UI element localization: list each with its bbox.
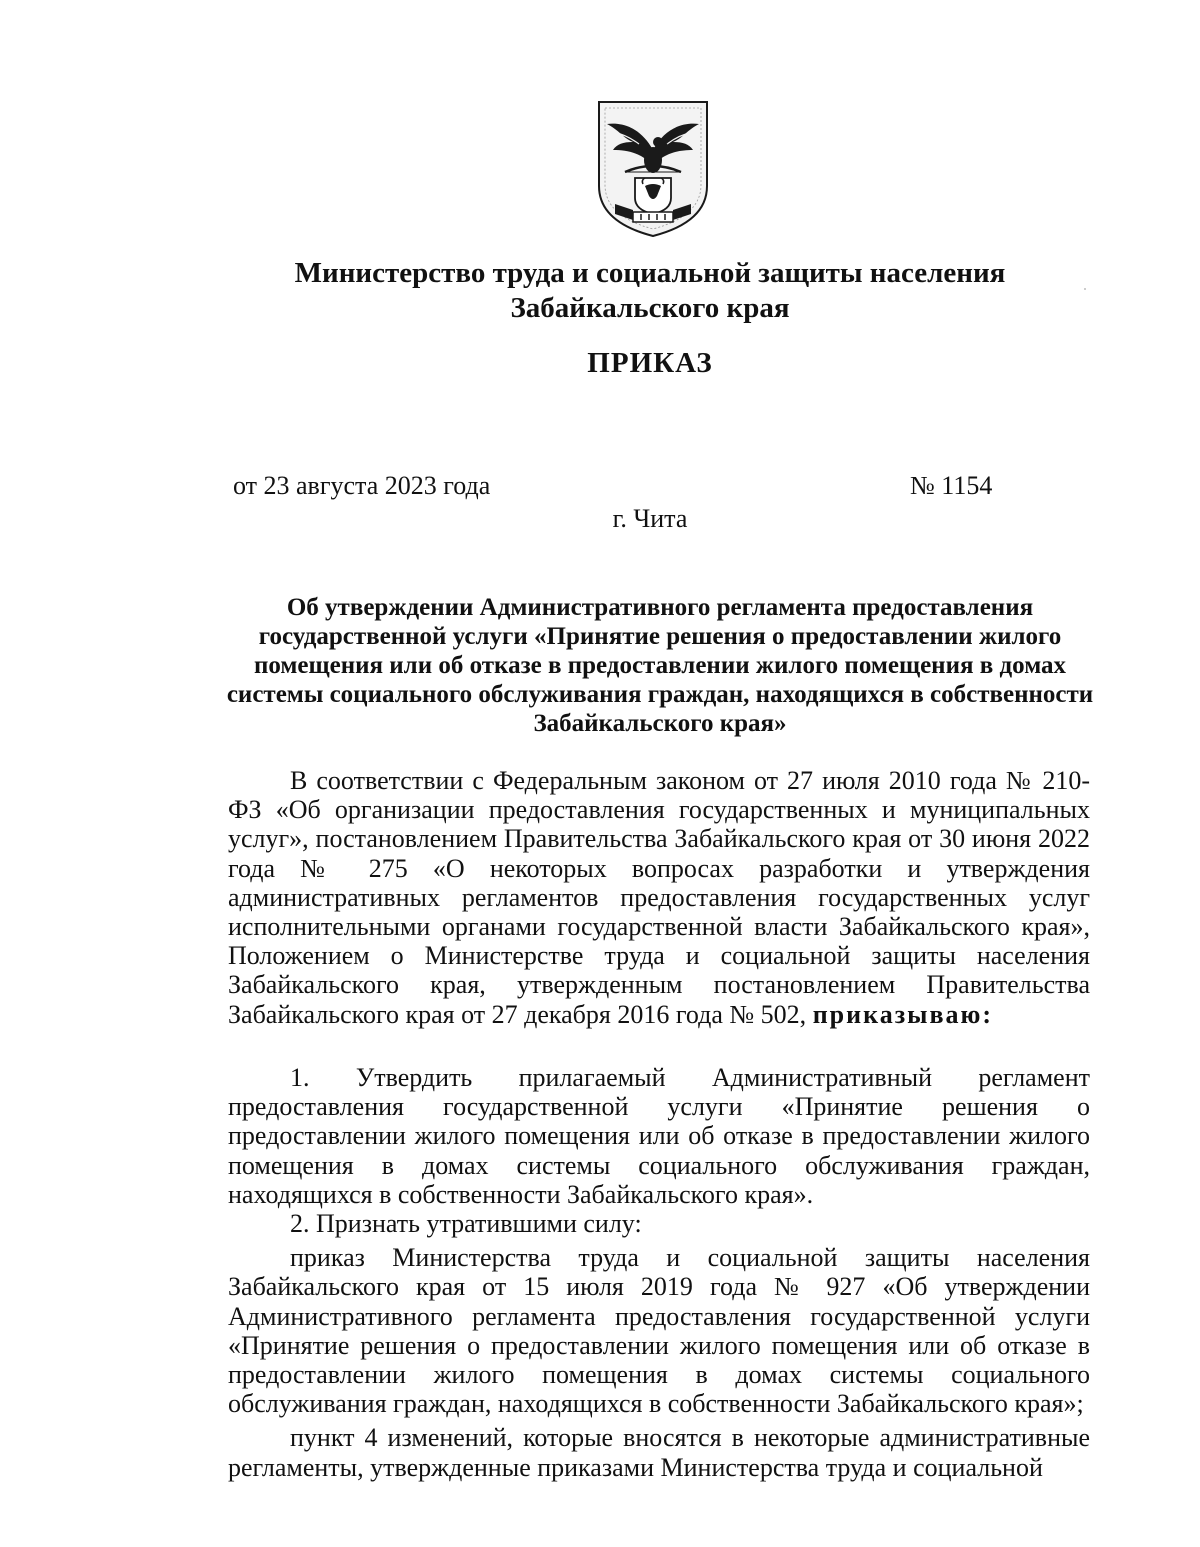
coat-of-arms-icon [593,98,713,238]
item-2-repeal-point-4: пункт 4 изменений, которые вносятся в некоторые административные регламенты, утвержденные приказами Министерства труда и социальной [228,1423,1090,1482]
item-2-repeal-order-927: приказ Министерства труда и социальной защиты населения Забайкальского края от 15 июля 2019 года № 927 «Об утверждении Административного регламента предоставления государственной услуги «Принятие решения о предоставлении жилого помещения или об отказе в предоставлении жилого помещения в домах системы социального обслуживания граждан, находящихся в собственности Забайкальского края»; [228,1243,1090,1419]
ministry-name [200,256,1100,326]
decree-word: приказываю: [812,999,994,1029]
preamble [228,766,1090,1029]
preamble-text: В соответствии с Федеральным законом от 27 июля 2010 года № 210-ФЗ «Об организации предоставления государственных и муниципальных услуг», постановлением Правительства Забайкальского края от 30 июня 2022 года № 275 «О некоторых вопросах разработки и утверждения административных регламентов предоставления государственных услуг исполнительными органами государственной власти Забайкальского края», Положением о Министерстве труда и социальной защиты населения Забайкальского края, утвержденным постановлением Правительства Забайкальского края от 27 декабря 2016 года № 502, [228,766,1090,1029]
order-items [228,1063,1090,1482]
order-city: г. Чита [612,504,688,533]
item-2-repeal: 2. Признать утратившими силу: [290,1209,642,1239]
order-number: № 1154 [910,471,993,500]
document-type-title: ПРИКАЗ [587,347,713,379]
ministry-name-line-1: Министерство труда и социальной защиты населения [294,257,1006,289]
order-date: от 23 августа 2023 года [233,471,491,500]
preamble-paragraph [228,766,1090,1029]
ministry-name-line-2: Забайкальского края [510,292,790,324]
item-1-approve: 1. Утвердить прилагаемый Административный регламент предоставления государственной услуги «Принятие решения о предоставлении жилого помещения или об отказе в предоставлении жилого помещения в домах системы социального обслуживания граждан, находящихся в собственности Забайкальского края». [228,1063,1090,1209]
order-subject-heading: Об утверждении Административного регламента предоставления государственной услуги «Принятие решения о предоставлении жилого помещения или об отказе в предоставлении жилого помещения в домах системы социального обслуживания граждан, находящихся в собственности Забайкальского края» [226,594,1094,737]
